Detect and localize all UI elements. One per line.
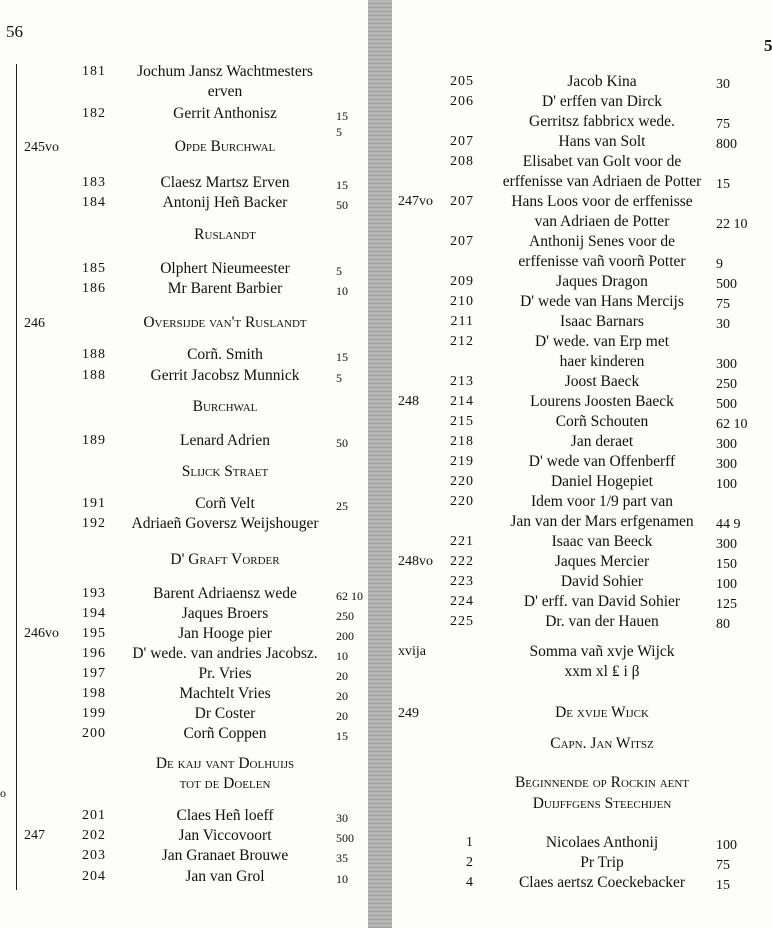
folio-reference: 246vo [24, 626, 59, 641]
book-gutter [368, 0, 394, 928]
entry-name: D' wede. van Erp met [534, 333, 670, 350]
entry-name: Jaques Dragon [556, 273, 648, 290]
entry-number: 188 [82, 347, 106, 362]
entry-amount: 10 [336, 284, 348, 298]
entry-number: 218 [450, 434, 474, 449]
entry-number: 223 [450, 574, 474, 589]
entry-amount: 9 [716, 257, 723, 272]
entry-number: 212 [450, 334, 474, 349]
entry-amount: 25 [336, 499, 348, 513]
section-heading: D' Graft Vorder [170, 551, 280, 568]
entry-name: Isaac Barnars [560, 313, 644, 330]
entry-amount: 250 [716, 377, 737, 392]
entry-amount: 50 [336, 436, 348, 450]
entry-number: 183 [82, 175, 106, 190]
entry-number: 215 [450, 414, 474, 429]
entry-number: 1 [466, 835, 474, 850]
entry-name: Lourens Joosten Baeck [530, 393, 674, 410]
entry-number: 185 [82, 261, 106, 276]
entry-amount: 5 [336, 264, 342, 278]
folio-reference: 248vo [398, 554, 433, 569]
entry-amount: 44 9 [716, 517, 741, 532]
entry-name: Gerrit Jacobsz Munnick [150, 367, 300, 384]
entry-amount: 75 [716, 117, 730, 132]
section-heading: De kaij vant Dolhuijs [155, 755, 295, 772]
entry-amount: 15 [716, 878, 730, 893]
entry-number: 222 [450, 554, 474, 569]
entry-amount: 500 [716, 397, 737, 412]
entry-name: erffenisse vañ voorñ Potter [518, 253, 686, 270]
entry-amount: 35 [336, 851, 348, 865]
entry-number: 220 [450, 494, 474, 509]
entry-name: Machtelt Vries [179, 685, 271, 702]
entry-number: 206 [450, 94, 474, 109]
edge-mark: o [0, 786, 6, 800]
entry-amount: 75 [716, 297, 730, 312]
entry-number: 2 [466, 855, 474, 870]
section-heading: Opde Burchwal [174, 138, 276, 155]
folio-reference: 245vo [24, 140, 59, 155]
section-heading: Oversijde van't Ruslandt [143, 314, 307, 331]
entry-number: 193 [82, 586, 106, 601]
entry-name: Corñ. Smith [187, 346, 263, 363]
folio-reference: 248 [398, 394, 419, 409]
entry-name: Lenard Adrien [180, 432, 270, 449]
entry-number: 200 [82, 726, 106, 741]
entry-name: xxm xl ₤ i β [564, 663, 640, 680]
entry-amount: 5 [336, 125, 342, 139]
entry-name: van Adriaen de Potter [534, 213, 670, 230]
entry-name: Pr. Vries [198, 665, 252, 682]
entry-name: Claes Heñ loeff [176, 807, 274, 824]
entry-number: 220 [450, 474, 474, 489]
entry-name: Antonij Heñ Backer [162, 194, 288, 211]
entry-name: haer kinderen [559, 353, 645, 370]
entry-name: Jan van Grol [185, 868, 265, 885]
entry-number: 204 [82, 869, 106, 884]
entry-name: Hans van Solt [558, 133, 646, 150]
section-heading: Duijffgens Steechijen [532, 795, 672, 812]
entry-amount: 80 [716, 617, 730, 632]
entry-number: 4 [466, 875, 474, 890]
entry-number: 201 [82, 808, 106, 823]
entry-name: Dr Coster [194, 705, 256, 722]
entry-name: Adriaeñ Goversz Weijshouger [131, 515, 319, 532]
entry-number: 219 [450, 454, 474, 469]
entry-amount: 125 [716, 597, 737, 612]
entry-number: 203 [82, 848, 106, 863]
entry-amount: 15 [336, 729, 348, 743]
entry-number: 213 [450, 374, 474, 389]
entry-amount: 300 [716, 457, 737, 472]
entry-name: Olphert Nieumeester [160, 260, 290, 277]
entry-number: 207 [450, 194, 474, 209]
section-heading: De xvije Wijck [555, 704, 649, 721]
entry-number: 194 [82, 606, 106, 621]
entry-number: 225 [450, 614, 474, 629]
entry-number: 208 [450, 154, 474, 169]
entry-number: 224 [450, 594, 474, 609]
margin-rule [16, 64, 17, 890]
left-page [0, 0, 370, 928]
entry-name: Jan Hooge pier [178, 625, 272, 642]
entry-name: Jan Viccovoort [178, 827, 272, 844]
entry-amount: 300 [716, 437, 737, 452]
section-heading: Slijck Straet [181, 463, 269, 480]
entry-amount: 15 [336, 178, 348, 192]
entry-name: Daniel Hogepiet [550, 473, 653, 490]
section-heading: Beginnende op Rockin aent [514, 774, 690, 791]
entry-number: 199 [82, 706, 106, 721]
entry-name: Corñ Velt [195, 495, 255, 512]
entry-amount: 50 [336, 198, 348, 212]
section-heading: Burchwal [192, 398, 258, 415]
entry-amount: 200 [336, 629, 354, 643]
entry-number: 221 [450, 534, 474, 549]
page-number: 5 [764, 36, 772, 55]
entry-name: erffenisse van Adriaen de Potter [502, 173, 702, 190]
entry-name: Somma vañ xvje Wijck [529, 643, 675, 660]
entry-name: Joost Baeck [564, 373, 640, 390]
entry-name: Jan van der Mars erfgenamen [510, 513, 694, 530]
entry-amount: 20 [336, 689, 348, 703]
entry-name: Anthonij Senes voor de [529, 233, 675, 250]
entry-name: erven [207, 83, 243, 100]
entry-name: Isaac van Beeck [551, 533, 653, 550]
section-heading: Ruslandt [194, 226, 256, 243]
entry-number: 184 [82, 195, 106, 210]
entry-name: Claesz Martsz Erven [160, 174, 290, 191]
entry-amount: 5 [336, 371, 342, 385]
entry-amount: 15 [716, 177, 730, 192]
entry-name: Dr. van der Hauen [545, 613, 659, 630]
entry-name: Gerrit Anthonisz [173, 105, 277, 122]
section-heading: tot de Doelen [179, 775, 271, 792]
entry-amount: 10 [336, 872, 348, 886]
entry-name: David Sohier [560, 573, 644, 590]
entry-number: 202 [82, 828, 106, 843]
entry-name: Claes aertsz Coeckebacker [518, 874, 686, 891]
entry-amount: 20 [336, 709, 348, 723]
entry-name: Elisabet van Golt voor de [522, 153, 682, 170]
entry-number: 182 [82, 106, 106, 121]
entry-name: Idem voor 1/9 part van [530, 493, 674, 510]
folio-reference: 247vo [398, 194, 433, 209]
entry-name: Barent Adriaensz wede [153, 585, 297, 602]
entry-amount: 62 10 [716, 417, 748, 432]
entry-amount: 22 10 [716, 217, 748, 232]
entry-name: Jan deraet [570, 433, 634, 450]
entry-name: Pr Trip [580, 854, 624, 871]
entry-name: Jan Granaet Brouwe [161, 847, 289, 864]
entry-amount: 30 [716, 317, 730, 332]
entry-amount: 30 [336, 811, 348, 825]
entry-name: Nicolaes Anthonij [545, 834, 659, 851]
entry-name: Hans Loos voor de erffenisse [511, 193, 693, 210]
entry-amount: 10 [336, 649, 348, 663]
entry-name: D' wede. van andries Jacobsz. [132, 645, 318, 662]
section-heading: Capn. Jan Witsz [550, 735, 654, 752]
entry-number: 181 [82, 64, 106, 79]
entry-name: Jaques Mercier [554, 553, 650, 570]
entry-number: 192 [82, 516, 106, 531]
entry-amount: 300 [716, 357, 737, 372]
entry-name: Corñ Coppen [183, 725, 267, 742]
entry-name: D' erffen van Dirck [542, 93, 662, 110]
entry-number: 205 [450, 74, 474, 89]
entry-amount: 15 [336, 350, 348, 364]
entry-amount: 100 [716, 477, 737, 492]
entry-amount: 100 [716, 577, 737, 592]
page-number: 56 [6, 22, 23, 41]
entry-amount: 15 [336, 109, 348, 123]
entry-number: 188 [82, 368, 106, 383]
entry-amount: 500 [716, 277, 737, 292]
right-page [392, 0, 772, 928]
entry-amount: 75 [716, 858, 730, 873]
entry-name: D' wede van Offenberff [528, 453, 676, 470]
entry-number: 186 [82, 281, 106, 296]
folio-reference: xvija [398, 644, 426, 659]
entry-name: Gerritsz fabbricx wede. [529, 113, 675, 130]
entry-name: D' erff. van David Sohier [523, 593, 681, 610]
entry-number: 197 [82, 666, 106, 681]
folio-reference: 249 [398, 706, 419, 721]
entry-number: 207 [450, 134, 474, 149]
entry-number: 211 [450, 314, 474, 329]
entry-amount: 150 [716, 557, 737, 572]
entry-amount: 500 [336, 831, 354, 845]
entry-number: 189 [82, 433, 106, 448]
entry-number: 209 [450, 274, 474, 289]
entry-number: 210 [450, 294, 474, 309]
entry-name: Corñ Schouten [555, 413, 649, 430]
entry-amount: 250 [336, 609, 354, 623]
entry-name: D' wede van Hans Mercijs [520, 293, 684, 310]
entry-amount: 800 [716, 137, 737, 152]
entry-amount: 30 [716, 77, 730, 92]
entry-name: Mr Barent Barbier [167, 280, 283, 297]
entry-name: Jacob Kina [567, 73, 637, 90]
entry-amount: 100 [716, 838, 737, 853]
entry-number: 198 [82, 686, 106, 701]
entry-name: Jaques Broers [181, 605, 269, 622]
entry-number: 195 [82, 626, 106, 641]
folio-reference: 247 [24, 828, 45, 843]
entry-number: 207 [450, 234, 474, 249]
entry-number: 191 [82, 496, 106, 511]
folio-reference: 246 [24, 316, 45, 331]
entry-amount: 20 [336, 669, 348, 683]
entry-name: Jochum Jansz Wachtmesters [137, 63, 313, 80]
entry-number: 196 [82, 646, 106, 661]
entry-amount: 300 [716, 537, 737, 552]
entry-amount: 62 10 [336, 589, 363, 603]
entry-number: 214 [450, 394, 474, 409]
